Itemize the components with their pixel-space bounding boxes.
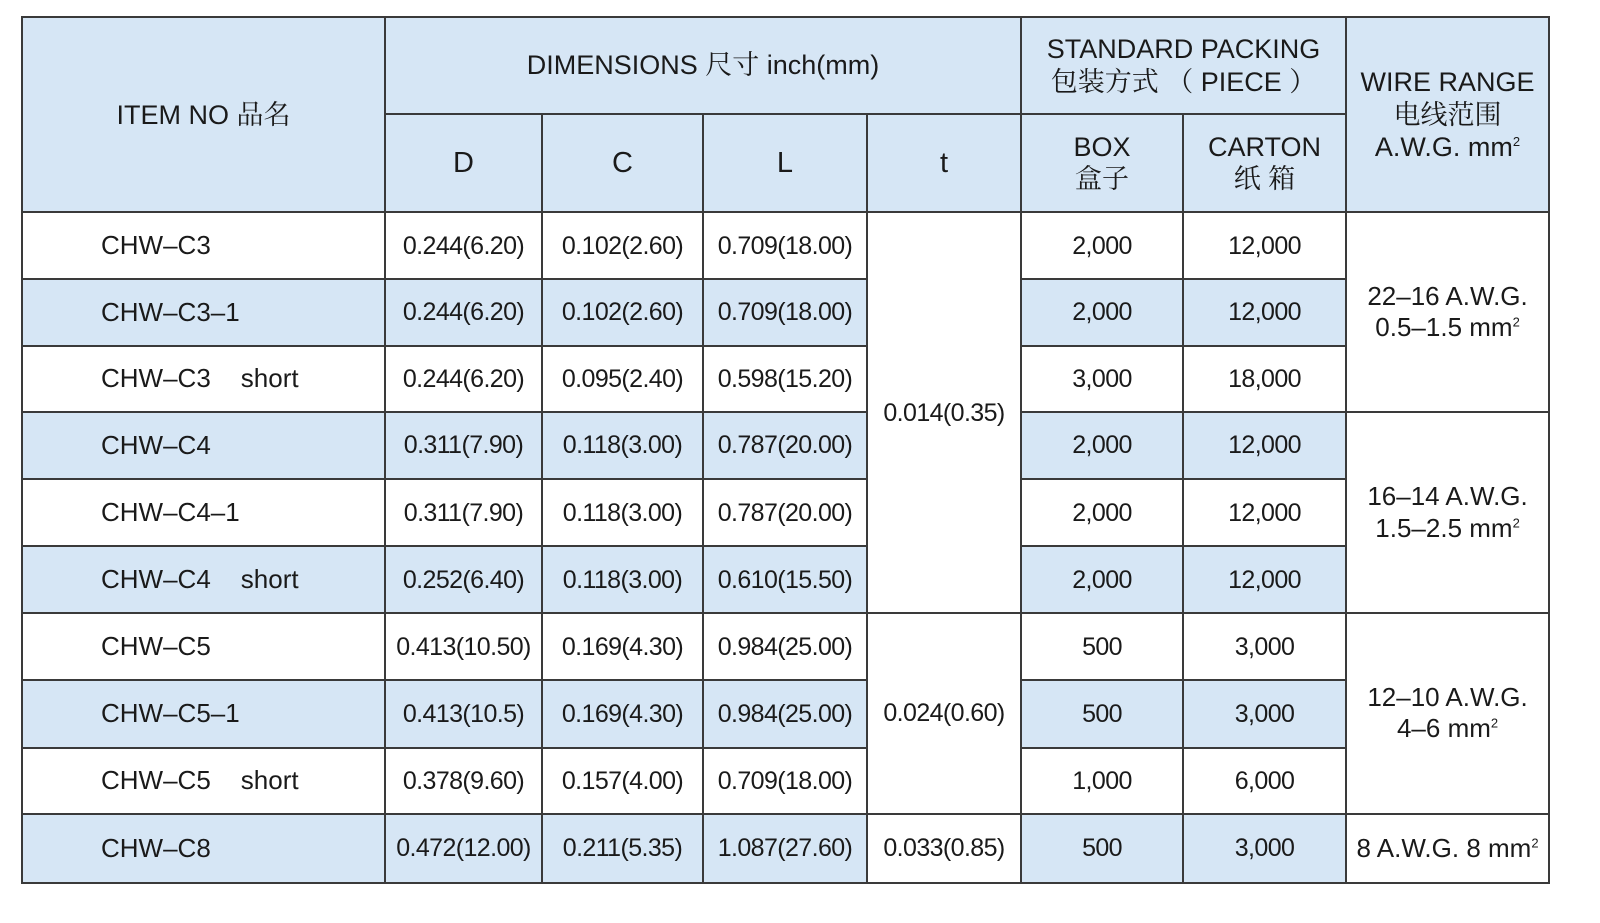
- item-no-cell: CHW–C5: [22, 613, 385, 680]
- header-col-t: t: [867, 114, 1021, 212]
- c-cell: 0.118(3.00): [542, 479, 703, 546]
- item-no-cell: CHW–C4: [22, 412, 385, 479]
- header-col-box: BOX 盒子: [1021, 114, 1183, 212]
- carton-cell: 12,000: [1183, 479, 1346, 546]
- header-wire-range-en: WIRE RANGE: [1360, 67, 1535, 98]
- box-cell: 500: [1021, 680, 1183, 747]
- carton-cell: 6,000: [1183, 748, 1346, 814]
- table-row: [22, 279, 1549, 346]
- item-no-cell: CHW–C5 short: [22, 748, 385, 814]
- carton-cell: 12,000: [1183, 412, 1346, 479]
- d-cell: 0.378(9.60): [385, 748, 542, 814]
- table-row: [22, 748, 1549, 814]
- box-cell: 2,000: [1021, 212, 1183, 278]
- header-col-carton: CARTON 纸 箱: [1183, 114, 1346, 212]
- c-cell: 0.157(4.00): [542, 748, 703, 814]
- table-row: [22, 346, 1549, 412]
- header-item-no: ITEM NO 品名: [22, 17, 385, 212]
- d-cell: 0.311(7.90): [385, 412, 542, 479]
- t-cell-group-2: 0.024(0.60): [867, 613, 1021, 813]
- item-no-cell: CHW–C8: [22, 814, 385, 883]
- table-row: [22, 680, 1549, 747]
- c-cell: 0.169(4.30): [542, 613, 703, 680]
- item-no-cell: CHW–C3 short: [22, 346, 385, 412]
- l-cell: 0.984(25.00): [703, 680, 867, 747]
- header-standard-packing: [1021, 17, 1346, 114]
- header-dimensions: DIMENSIONS 尺寸 inch(mm): [385, 17, 1021, 114]
- header-wire-range-units: A.W.G. $mm^2$: [1374, 131, 1521, 162]
- d-cell: 0.472(12.00): [385, 814, 542, 883]
- header-standard-packing-en: STANDARD PACKING: [1046, 34, 1321, 65]
- table-row: [22, 212, 1549, 278]
- item-no-cell: CHW–C5–1: [22, 680, 385, 747]
- d-cell: 0.244(6.20): [385, 212, 542, 278]
- l-cell: 0.709(18.00): [703, 748, 867, 814]
- c-cell: 0.169(4.30): [542, 680, 703, 747]
- c-cell: 0.095(2.40): [542, 346, 703, 412]
- t-cell-group-1: 0.014(0.35): [867, 212, 1021, 613]
- box-cell: 500: [1021, 814, 1183, 883]
- l-cell: 0.709(18.00): [703, 279, 867, 346]
- carton-cell: 3,000: [1183, 613, 1346, 680]
- item-no-cell: CHW–C4 short: [22, 546, 385, 613]
- table-row: [22, 814, 1549, 883]
- item-no-cell: CHW–C3–1: [22, 279, 385, 346]
- d-cell: 0.311(7.90): [385, 479, 542, 546]
- box-cell: 3,000: [1021, 346, 1183, 412]
- box-cell: 2,000: [1021, 279, 1183, 346]
- wire-range-group-4: 8 A.W.G. 8 $mm^2$: [1346, 814, 1549, 883]
- item-no-cell: CHW–C4–1: [22, 479, 385, 546]
- spec-table: [21, 16, 1550, 884]
- header-col-l: L: [703, 114, 867, 212]
- header-wire-range-cn: 电线范围: [1393, 99, 1502, 130]
- c-cell: 0.211(5.35): [542, 814, 703, 883]
- carton-cell: 3,000: [1183, 680, 1346, 747]
- t-cell-group-3: 0.033(0.85): [867, 814, 1021, 883]
- table-row: [22, 479, 1549, 546]
- c-cell: 0.118(3.00): [542, 412, 703, 479]
- wire-range-group-1: 22–16 A.W.G. 0.5–1.5 $mm^2$: [1346, 212, 1549, 411]
- box-cell: 2,000: [1021, 546, 1183, 613]
- box-cell: 2,000: [1021, 479, 1183, 546]
- table-row: [22, 412, 1549, 479]
- box-cell: 500: [1021, 613, 1183, 680]
- d-cell: 0.244(6.20): [385, 279, 542, 346]
- carton-cell: 12,000: [1183, 212, 1346, 278]
- c-cell: 0.102(2.60): [542, 279, 703, 346]
- header-col-d: D: [385, 114, 542, 212]
- d-cell: 0.244(6.20): [385, 346, 542, 412]
- c-cell: 0.118(3.00): [542, 546, 703, 613]
- l-cell: 0.787(20.00): [703, 412, 867, 479]
- l-cell: 0.610(15.50): [703, 546, 867, 613]
- header-standard-packing-cn: 包装方式 （ PIECE ）: [1050, 66, 1317, 97]
- d-cell: 0.413(10.50): [385, 613, 542, 680]
- header-col-c: C: [542, 114, 703, 212]
- wire-range-group-2: 16–14 A.W.G. 1.5–2.5 $mm^2$: [1346, 412, 1549, 613]
- wire-range-group-3: 12–10 A.W.G. 4–6 $mm^2$: [1346, 613, 1549, 813]
- table-row: [22, 546, 1549, 613]
- carton-cell: 12,000: [1183, 279, 1346, 346]
- table-row: [22, 613, 1549, 680]
- carton-cell: 3,000: [1183, 814, 1346, 883]
- l-cell: 0.787(20.00): [703, 479, 867, 546]
- c-cell: 0.102(2.60): [542, 212, 703, 278]
- box-cell: 2,000: [1021, 412, 1183, 479]
- item-no-cell: CHW–C3: [22, 212, 385, 278]
- l-cell: 0.709(18.00): [703, 212, 867, 278]
- box-cell: 1,000: [1021, 748, 1183, 814]
- carton-cell: 18,000: [1183, 346, 1346, 412]
- carton-cell: 12,000: [1183, 546, 1346, 613]
- l-cell: 0.984(25.00): [703, 613, 867, 680]
- header-wire-range: [1346, 17, 1549, 212]
- d-cell: 0.413(10.5): [385, 680, 542, 747]
- l-cell: 0.598(15.20): [703, 346, 867, 412]
- d-cell: 0.252(6.40): [385, 546, 542, 613]
- l-cell: 1.087(27.60): [703, 814, 867, 883]
